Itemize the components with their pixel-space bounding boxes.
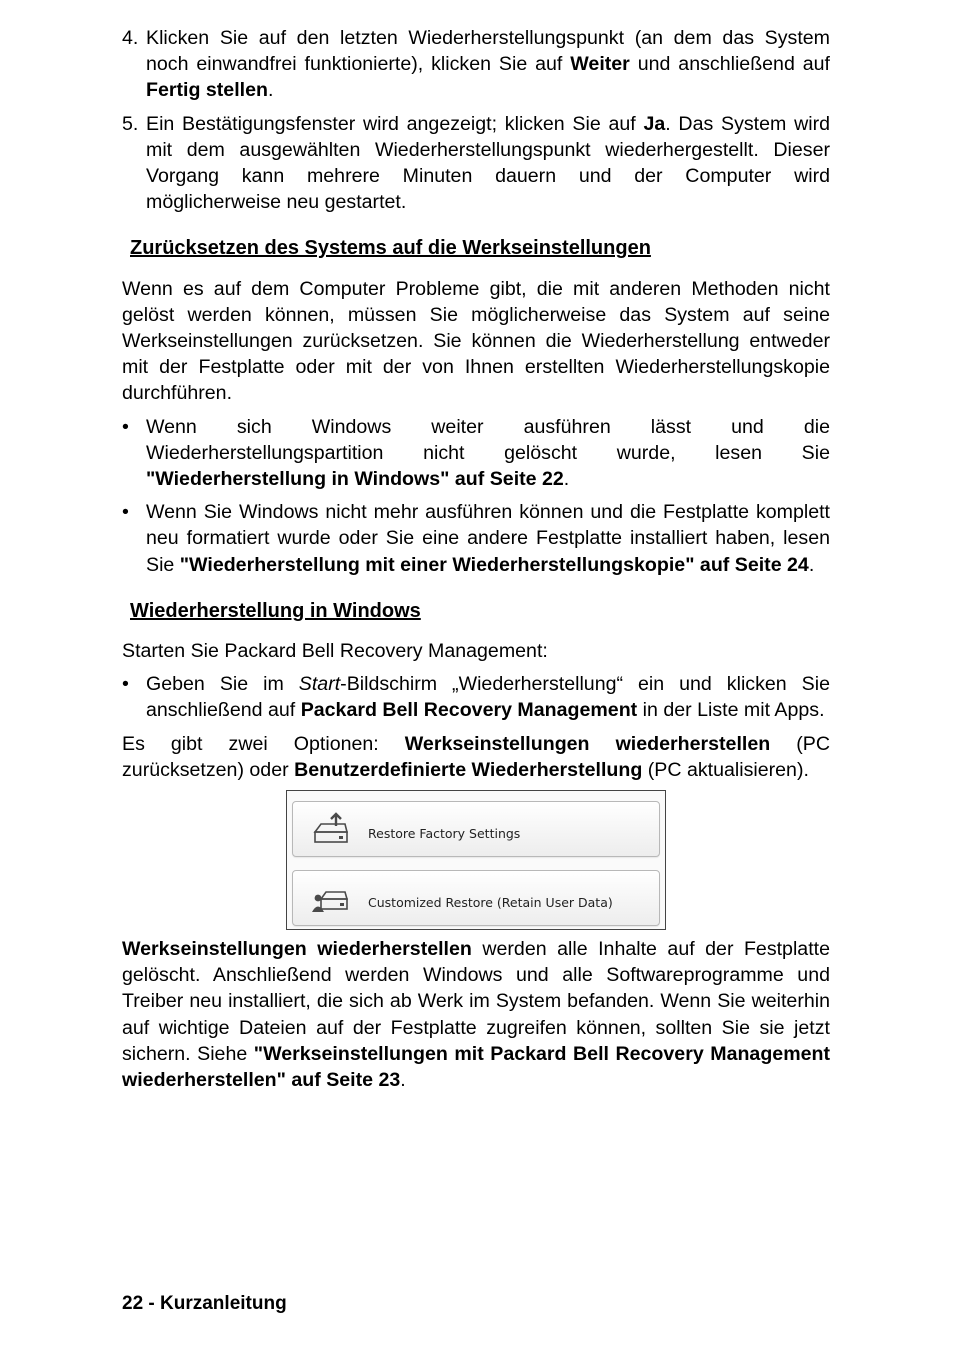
step-number: 4.	[122, 27, 139, 49]
step-text: Klicken Sie auf den letzten Wiederherstellungspunkt (an dem das System noch einwandfrei funktionierte), klicken Sie auf	[146, 27, 830, 76]
recovery-options-screenshot	[286, 790, 666, 930]
cross-reference: "Wiederherstellung in Windows" auf Seite 22	[146, 468, 564, 491]
closing-term: Werkseinstellungen wiederherstellen	[122, 938, 472, 961]
factory-reset-intro: Wenn es auf dem Computer Probleme gibt, die mit anderen Methoden nicht gelöst werden können, müssen Sie möglicherweise das System auf seine Werkseinstellungen zurücksetzen. Sie können die Wiederherstellung entweder mit der Festplatte oder mit der von Ihnen erstellten Wiederherstellungskopie durchführen.	[122, 277, 830, 405]
options-text: (PC zurücksetzen) oder	[122, 732, 830, 781]
bullet-marker: •	[122, 501, 129, 524]
option-custom-term: Benutzerdefinierte Wiederherstellung	[294, 758, 643, 781]
options-text: Es gibt zwei Optionen:	[122, 732, 405, 755]
windows-recovery-intro: Starten Sie Packard Bell Recovery Management:	[122, 640, 548, 663]
step-4	[122, 25, 830, 104]
closing-text: werden alle Inhalte auf der Festplatte gelöscht. Anschließend werden Windows und alle Softwareprogramme und Treiber neu installiert, die sich ab Werk im System befanden. Wenn Sie weiterhin auf wichtige Dateien auf der Festplatte zugreifen können, sollten Sie sie jetzt sichern. Siehe	[122, 938, 830, 1065]
page-footer: 22 - Kurzanleitung	[122, 1293, 287, 1314]
app-name: Packard Bell Recovery Management	[300, 699, 638, 722]
page-content	[122, 25, 830, 1093]
weiter-term: Weiter	[570, 53, 630, 76]
customized-restore-label: Customized Restore (Retain User Data)	[368, 895, 613, 911]
step-text: .	[267, 79, 274, 102]
bullet-marker: •	[122, 415, 129, 438]
bullet-text: .	[563, 468, 570, 491]
bullet-item	[122, 671, 830, 723]
bullet-marker: •	[122, 673, 129, 696]
options-paragraph	[122, 731, 830, 783]
option-factory-term: Werkseinstellungen wiederherstellen	[404, 732, 771, 755]
cross-reference: "Wiederherstellung mit einer Wiederherstellungskopie" auf Seite 24	[179, 553, 809, 576]
closing-text: .	[400, 1069, 406, 1092]
bullet-item	[122, 499, 830, 578]
customized-restore-icon	[311, 881, 351, 915]
customized-restore-button[interactable]	[292, 870, 660, 926]
restore-factory-settings-button[interactable]	[292, 801, 660, 857]
step-5	[122, 111, 830, 216]
restore-factory-label: Restore Factory Settings	[368, 826, 521, 842]
step-number: 5.	[122, 112, 139, 135]
bullet-item	[122, 414, 830, 493]
restore-factory-icon	[311, 812, 351, 846]
step-text: Ein Bestätigungsfenster wird angezeigt; klicken Sie auf	[146, 112, 644, 135]
options-text: (PC aktualisieren).	[642, 758, 809, 781]
closing-paragraph	[122, 936, 830, 1093]
bullet-text: Wenn Sie Windows nicht mehr ausführen können und die Festplatte komplett neu formatiert wurde oder Sie eine andere Festplatte installiert haben, lesen Sie	[146, 501, 830, 576]
bullet-text: Geben Sie im	[146, 673, 299, 696]
section-heading-factory-reset: Zurücksetzen des Systems auf die Werkseinstellungen	[130, 237, 651, 260]
bullet-text: -Bildschirm „Wiederherstellung“ ein und klicken Sie anschließend auf	[146, 673, 830, 722]
bullet-text: in der Liste mit Apps.	[637, 699, 825, 722]
section-heading-windows-recovery: Wiederherstellung in Windows	[130, 599, 421, 622]
bullet-text: Wenn sich Windows weiter ausführen lässt und die Wiederherstellungspartition nicht gelöscht wurde, lesen Sie	[146, 415, 830, 464]
ja-term: Ja	[643, 112, 666, 135]
fertig-stellen-term: Fertig stellen	[146, 79, 268, 102]
cross-reference: "Werkseinstellungen mit Packard Bell Recovery Management wiederherstellen" auf Seite 23	[122, 1042, 831, 1092]
step-text: und anschließend auf	[629, 53, 830, 76]
bullet-text: .	[808, 553, 815, 576]
step-text: . Das System wird mit dem ausgewählten Wiederherstellungspunkt wiederhergestellt. Dieser Vorgang kann mehrere Minuten dauern und der Computer wird möglicherweise neu gestartet.	[146, 112, 830, 214]
start-term: Start	[298, 673, 341, 696]
